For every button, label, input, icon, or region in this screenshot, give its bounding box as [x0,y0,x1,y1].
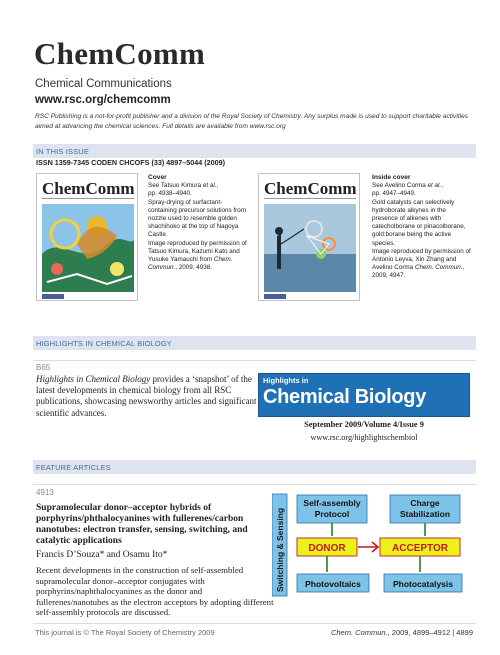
inside-cover-pages[interactable]: pp. 4947–4949. [372,190,416,198]
banner-small-text: Highlights in [263,376,309,385]
feature-abstract: Recent developments in the construction of self-assembled supramolecular donor–acceptor conjugates with porphyrins/naphthalocyanines as the donor and fullerenes/nanotubes as the electron acceptors by adopting different self-assembly protocols are discussed. [36,565,274,618]
footer-citation [331,628,473,637]
divider [33,484,476,485]
footer-journal: Chem. Commun. [330,628,388,637]
publisher-note: RSC Publishing is a not-for-profit publisher and a division of the Royal Society of Chemistry. Any surplus made is used to support charitable activities aimed at advancing the chemical sciences. Full details are available from www.rsc.org [35,113,469,130]
charge-label: Charge Stabilization [399,498,451,519]
inside-cover-image[interactable] [258,173,360,301]
feature-authors: Francis D’Souza* and Osamu Ito* [36,550,168,560]
footer-copyright: This journal is © The Royal Society of Chemistry 2009 [35,628,215,637]
section-label-highlights: HIGHLIGHTS IN CHEMICAL BIOLOGY [36,339,172,348]
issn-line: ISSN 1359-7345 CODEN CHCOFS (33) 4897–5044 (2009) [36,158,225,167]
highlights-url[interactable]: www.rsc.org/highlightschembiol [310,433,418,442]
section-label-in-this-issue: IN THIS ISSUE [36,147,89,156]
acceptor-label: ACCEPTOR [392,543,448,554]
inside-cover-heading: Inside cover [372,174,411,181]
cover-artwork [37,174,138,301]
section-label-feature: FEATURE ARTICLES [36,463,111,472]
cover-thumb-title: ChemComm [42,179,135,198]
donor-label: DONOR [308,543,346,554]
cover-credit-journal: Chem. Commun. [148,256,233,272]
photocatalysis-label: Photocatalysis [393,579,453,589]
inside-cover-line1-etal: et al. [427,182,442,190]
feature-number: 4913 [36,488,54,497]
inside-cover-caption: Inside cover See Avelino Corma et al., pp. 4947–4949. Gold catalysts can selectively hydroborate alkynes in the presence of alkenes with catecholborane or pinacolborane, gold:borane being the active species. Image reproduced by permission of Antonio Leyva, Xin Zhang and Avelino Corma Chem. Commun., 2009, 4947. [372,174,471,280]
footer-pages: , 2009, 4899–4912 | 4899 [387,628,473,637]
cover-image[interactable] [36,173,138,301]
inside-cover-artwork [259,174,360,301]
inside-cover-body: Gold catalysts can selectively hydroborate alkynes in the presence of alkenes with catecholborane or pinacolborane, gold:borane being the active species. [372,198,466,247]
highlights-date: September 2009/Volume 4/Issue 9 [304,420,424,429]
cover-line1-etal: et al. [202,182,217,190]
inside-cover-credit: Image reproduced by permission of Antonio Leyva, Xin Zhang and Avelino Corma [372,247,471,272]
cover-line1: See Tatsuo Kimura [148,182,203,190]
feature-diagram [272,492,472,600]
section-bar-in-this-issue [33,144,476,158]
self-assembly-label: Self-assembly Protocol [303,498,361,519]
cover-heading: Cover [148,174,167,181]
cover-pages[interactable]: pp. 4938–4940. [148,190,192,198]
cover-credit: Image reproduced by permission of Tatsuo Kimura, Kazumi Kato and Yusuke Yamauchi from [148,239,247,264]
banner-big-text: Chemical Biology [263,386,427,408]
journal-subtitle: Chemical Communications [35,78,172,90]
cover-caption: Cover See Tatsuo Kimura et al., pp. 4938–4940. Spray-drying of surfactant-containing precursor solutions from nozzle used to resemble golden shachihoko at the top of Nagoya Castle. Image reproduced by permission of Tatsuo Kimura, Kazumi Kato and Yusuke Yamauchi from Chem. Commun., 2009, 4938. [148,174,247,272]
footer-divider [33,623,476,624]
feature-title[interactable]: Supramolecular donor–acceptor hybrids of porphyrins/phthalocyanines with fullerenes/carbon nanotubes: electron transfer, sensing, switching, and catalytic applications [36,503,248,546]
highlights-text-body: provides a ‘snapshot’ of the latest developments in chemical biology from all RSC publications, showcasing newsworthy articles and significant scientific advances. [36,374,257,418]
side-label: Switching & Sensing [275,507,285,592]
highlights-number: B65 [36,363,51,372]
journal-title: ChemComm [34,36,206,71]
cover-credit-end: , 2009, 4938. [175,264,213,272]
inside-cover-thumb-title: ChemComm [264,179,357,198]
divider [33,360,476,361]
highlights-text [36,374,264,419]
inside-cover-credit-end: , 2009, 4947. [372,264,465,280]
highlights-text-italic: Highlights in Chemical Biology [36,374,151,384]
photovoltaics-label: Photovoltaics [305,579,361,589]
inside-cover-credit-journal: Chem. Commun. [414,264,463,272]
inside-cover-line1: See Avelino Corma [372,182,428,190]
cover-body: Spray-drying of surfactant-containing precursor solutions from nozzle used to resemble golden shachihoko at the top of Nagoya Castle. [148,198,246,239]
journal-url[interactable]: www.rsc.org/chemcomm [35,94,171,106]
